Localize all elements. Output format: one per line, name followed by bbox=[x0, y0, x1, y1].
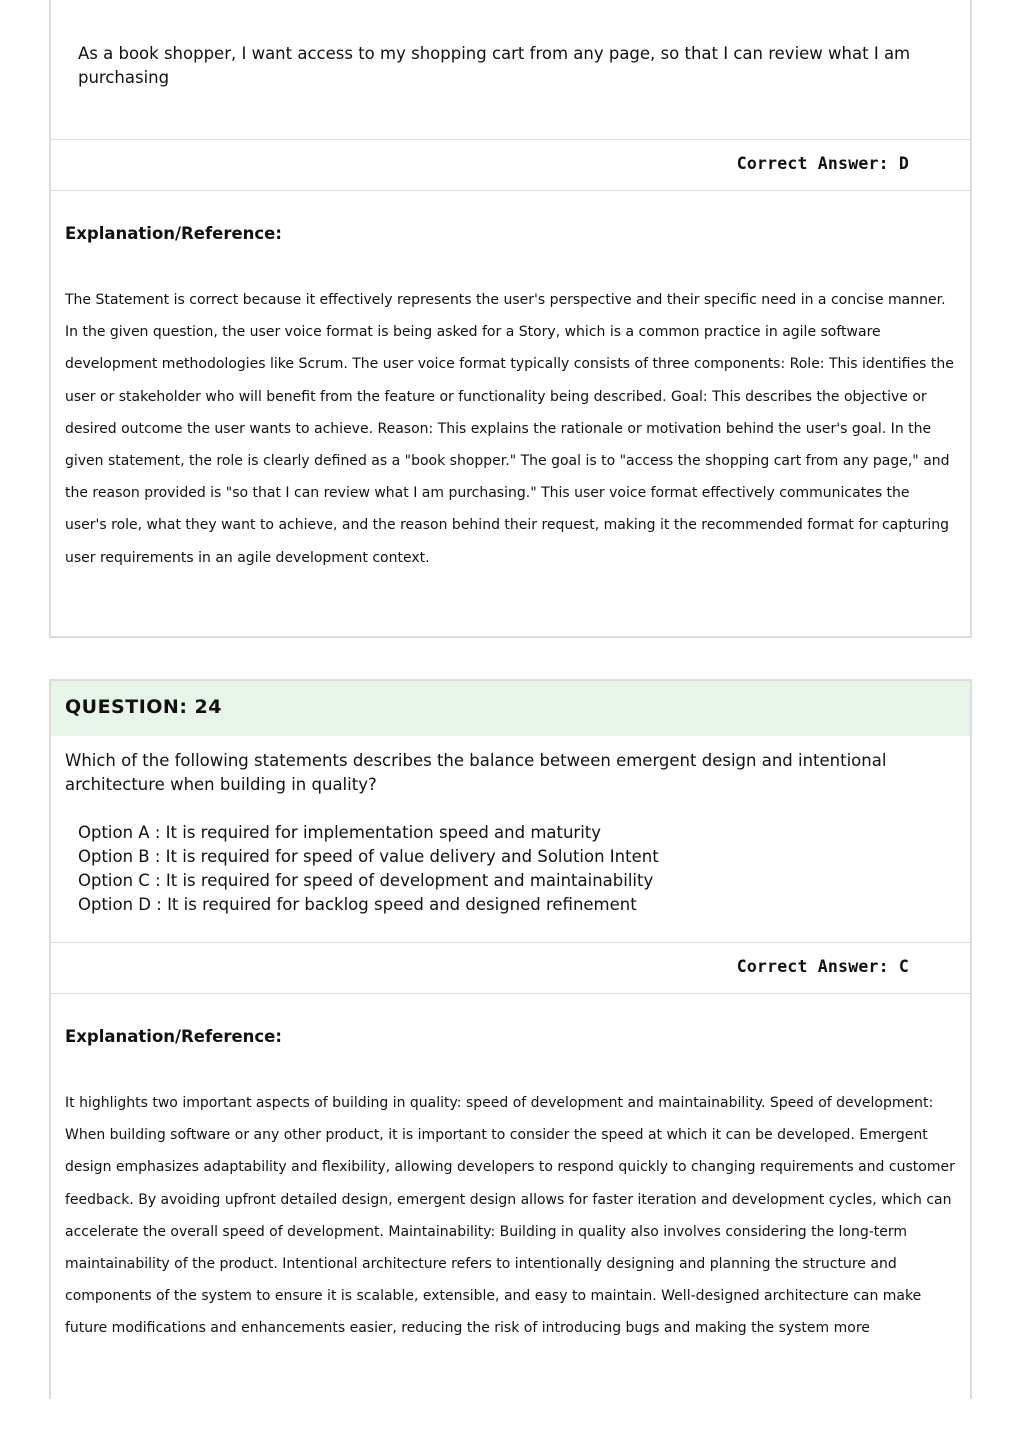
divider bbox=[51, 139, 970, 140]
question-header bbox=[51, 681, 970, 736]
explanation-text: The Statement is correct because it effectively represents the user's perspective and their specific need in a concise manner. In the given question, the user voice format is being asked for a Story, which is a common practice in agile software development methodologies like Scrum. The user voice format typically consists of three components: Role: This identifies the user or stakeholder who will benefit from the feature or functionality being described. Goal: This describes the objective or desired outcome the user wants to achieve. Reason: This explains the rationale or motivation behind the user's goal. In the given statement, the role is clearly defined as a "book shopper." The goal is to "access the shopping cart from any page," and the reason provided is "so that I can review what I am purchasing." This user voice format effectively communicates the user's role, what they want to achieve, and the reason behind their request, making it the recommended format for capturing user requirements in an agile development context. bbox=[65, 292, 954, 566]
correct-answer: Correct Answer: C bbox=[736, 957, 909, 976]
question-text: Which of the following statements describes the balance between emergent design and intentional architecture when building in quality? bbox=[65, 751, 887, 794]
explanation-label: Explanation/Reference: bbox=[65, 1027, 282, 1046]
option-d: Option D : It is required for backlog speed and designed refinement bbox=[78, 895, 637, 914]
explanation-text: It highlights two important aspects of building in quality: speed of development and maintainability. Speed of development: When building software or any other product, it is important to consider the speed at which it can be developed. Emergent design emphasizes adaptability and flexibility, allowing developers to respond quickly to changing requirements and customer feedback. By avoiding upfront detailed design, emergent design allows for faster iteration and development cycles, which can accelerate the overall speed of development. Maintainability: Building in quality also involves considering the long-term maintainability of the product. Intentional architecture refers to intentionally designing and planning the structure and components of the system to ensure it is scalable, extensible, and easy to maintain. Well-designed architecture can make future modifications and enhancements easier, reducing the risk of introducing bugs and making the system more bbox=[65, 1095, 955, 1337]
question-23-statement: As a book shopper, I want access to my shopping cart from any page, so that I can review what I am purchasing bbox=[78, 44, 911, 87]
question-24-card bbox=[49, 679, 972, 1399]
correct-answer: Correct Answer: D bbox=[736, 154, 909, 173]
divider bbox=[51, 942, 970, 943]
question-23-card bbox=[49, 0, 972, 638]
option-b: Option B : It is required for speed of value delivery and Solution Intent bbox=[78, 847, 659, 866]
divider bbox=[51, 190, 970, 191]
option-a: Option A : It is required for implementation speed and maturity bbox=[78, 823, 602, 842]
divider bbox=[51, 993, 970, 994]
option-c: Option C : It is required for speed of development and maintainability bbox=[78, 871, 654, 890]
explanation-label: Explanation/Reference: bbox=[65, 224, 282, 243]
options-list bbox=[78, 821, 659, 917]
question-title: QUESTION: 24 bbox=[65, 696, 222, 718]
